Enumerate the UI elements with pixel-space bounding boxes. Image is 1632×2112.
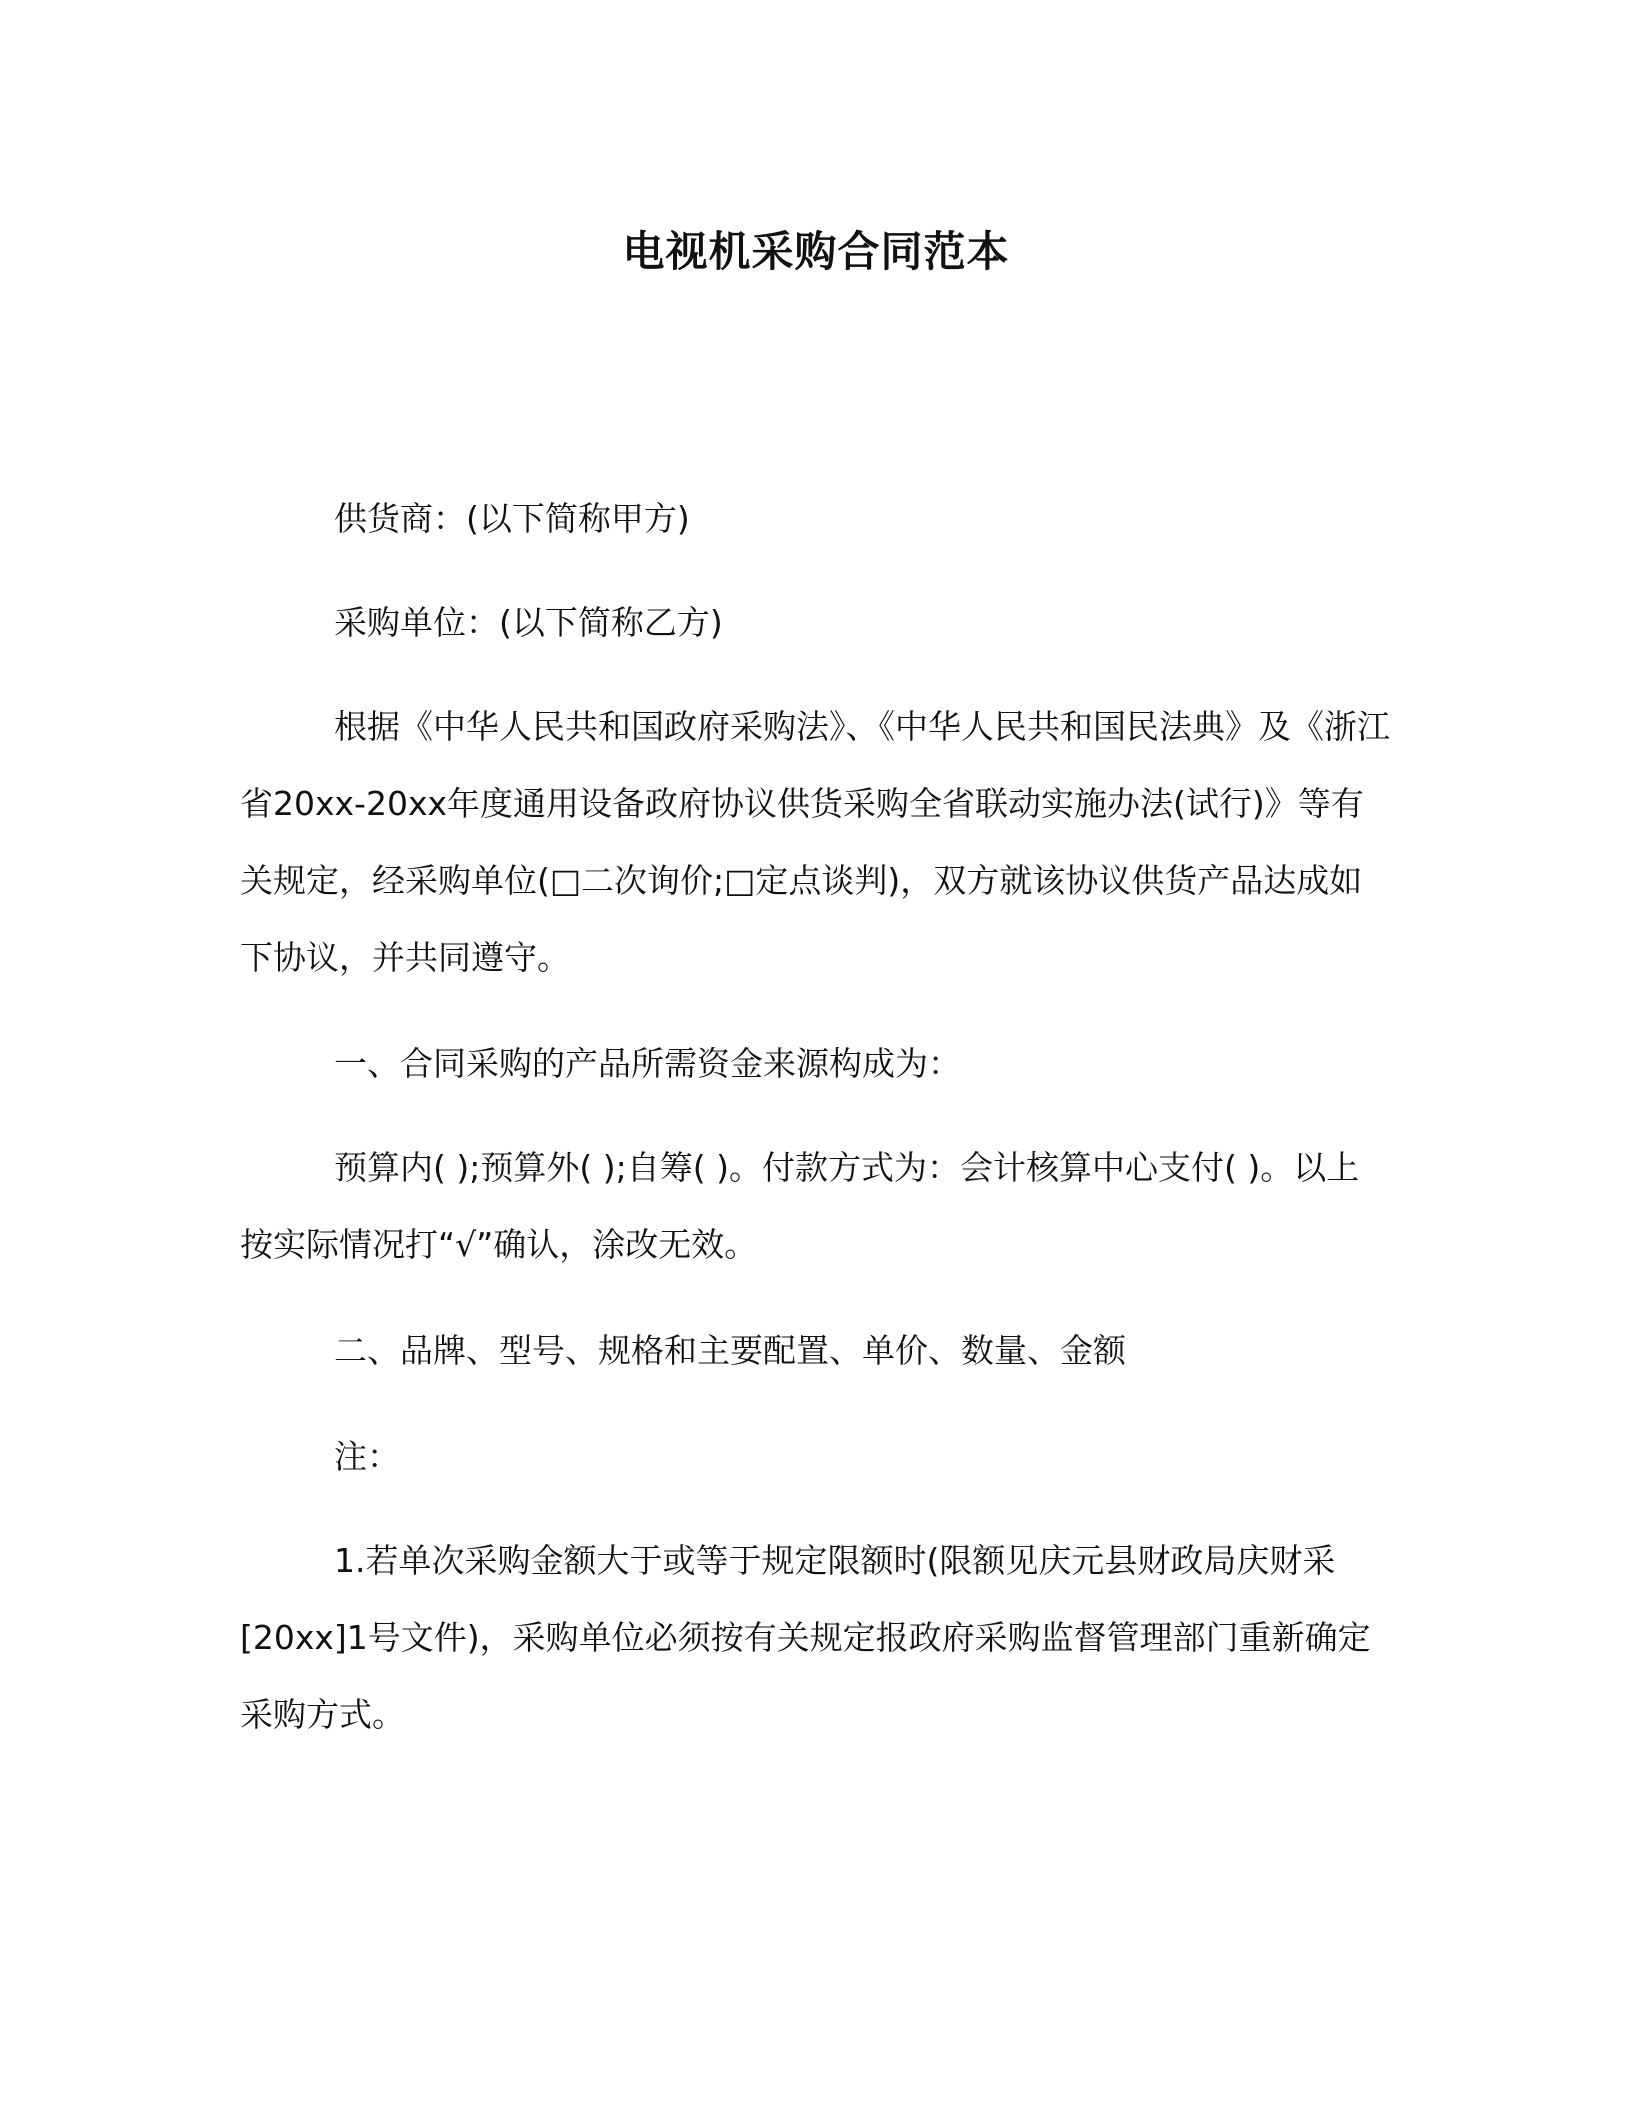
note-label: 注：	[334, 1437, 400, 1476]
purchaser-line: 采购单位：(以下简称乙方)	[334, 603, 723, 642]
section-one-heading: 一、合同采购的产品所需资金来源构成为：	[334, 1044, 961, 1083]
supplier-line: 供货商：(以下简称甲方)	[334, 499, 690, 538]
document-title: 电视机采购合同范本	[622, 227, 1010, 276]
section-two-heading: 二、品牌、型号、规格和主要配置、单价、数量、金额	[334, 1331, 1126, 1370]
legal-basis-paragraph: 根据《中华人民共和国政府采购法》、《中华人民共和国民法典》及《浙江省20xx-20xx年度通用设备政府协议供货采购全省联动实施办法(试行)》等有关规定，经采购单位(□二次询价;□定点谈判)，双方就该协议供货产品达成如下协议，并共同遵守。	[240, 707, 1390, 977]
funding-payment-paragraph: 预算内( );预算外( );自筹( )。付款方式为：会计核算中心支付( )。以上按实际情况打“√”确认，涂改无效。	[240, 1148, 1360, 1264]
note-item-1: 1.若单次采购金额大于或等于规定限额时(限额见庆元县财政局庆财采[20xx]1号文件)，采购单位必须按有关规定报政府采购监督管理部门重新确定采购方式。	[240, 1541, 1371, 1734]
